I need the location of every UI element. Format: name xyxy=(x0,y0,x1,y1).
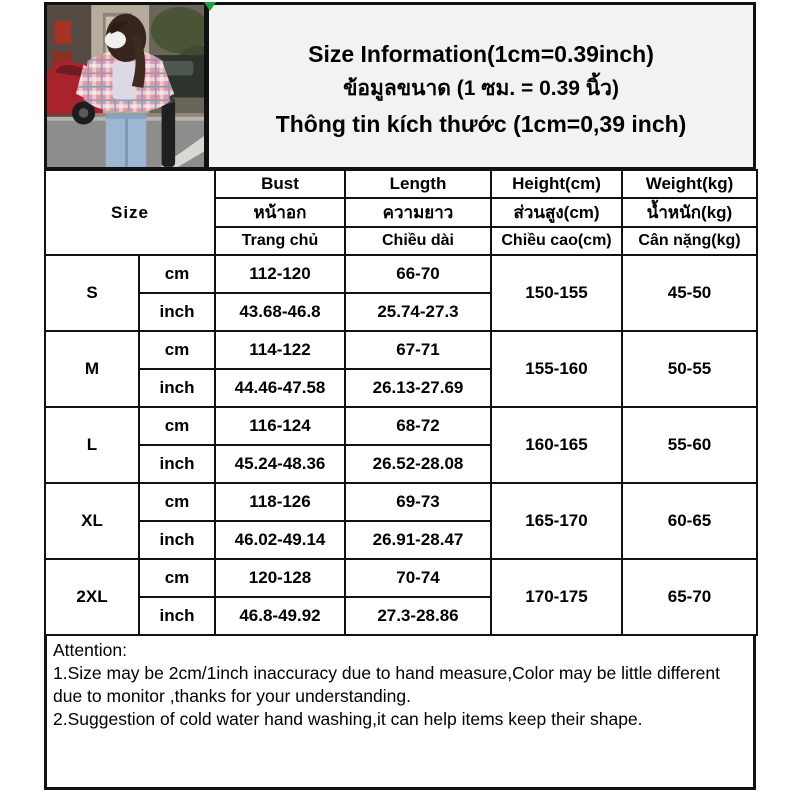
table-row-l-cm xyxy=(45,407,757,445)
title-vietnamese: Thông tin kích thước (1cm=0,39 inch) xyxy=(275,111,687,137)
title-thai: ข้อมูลขนาด (1 ซม. = 0.39 นิ้ว) xyxy=(343,77,619,100)
product-photo xyxy=(44,2,207,170)
attention-note-2: 2.Suggestion of cold water hand washing,it can help items keep their shape. xyxy=(53,709,643,729)
weight-m: 50-55 xyxy=(622,331,757,407)
col-header-height-th: ส่วนสูง(cm) xyxy=(491,198,622,227)
length-cm-m: 67-71 xyxy=(345,331,491,369)
street-photo-illustration xyxy=(47,5,204,167)
col-header-bust-vi: Trang chủ xyxy=(215,227,345,255)
title-english: Size Information(1cm=0.39inch) xyxy=(308,41,654,67)
weight-s: 45-50 xyxy=(622,255,757,331)
length-cm-l: 68-72 xyxy=(345,407,491,445)
col-header-bust-en: Bust xyxy=(215,170,345,198)
length-inch-m: 26.13-27.69 xyxy=(345,369,491,407)
col-header-weight-en: Weight(kg) xyxy=(622,170,757,198)
length-inch-l: 26.52-28.08 xyxy=(345,445,491,483)
col-header-bust-th: หน้าอก xyxy=(215,198,345,227)
weight-l: 55-60 xyxy=(622,407,757,483)
bust-cm-s: 112-120 xyxy=(215,255,345,293)
size-label-m: M xyxy=(45,331,139,407)
length-inch-2xl: 27.3-28.86 xyxy=(345,597,491,635)
attention-heading: Attention: xyxy=(53,640,127,660)
size-label-xl: XL xyxy=(45,483,139,559)
attention-note-1: 1.Size may be 2cm/1inch inaccuracy due to hand measure,Color may be little different due to monitor ,thanks for your understanding. xyxy=(53,663,720,706)
length-cm-s: 66-70 xyxy=(345,255,491,293)
unit-label-cm: cm xyxy=(139,483,215,521)
size-table xyxy=(44,169,758,636)
length-inch-s: 25.74-27.3 xyxy=(345,293,491,331)
table-row-m-cm xyxy=(45,331,757,369)
size-information-title-box xyxy=(207,2,756,170)
height-2xl: 170-175 xyxy=(491,559,622,635)
length-cm-xl: 69-73 xyxy=(345,483,491,521)
bust-inch-2xl: 46.8-49.92 xyxy=(215,597,345,635)
bust-inch-s: 43.68-46.8 xyxy=(215,293,345,331)
bust-cm-l: 116-124 xyxy=(215,407,345,445)
size-header-cell: Size xyxy=(45,170,215,255)
weight-xl: 60-65 xyxy=(622,483,757,559)
col-header-height-en: Height(cm) xyxy=(491,170,622,198)
col-header-length-en: Length xyxy=(345,170,491,198)
bust-inch-xl: 46.02-49.14 xyxy=(215,521,345,559)
unit-label-cm: cm xyxy=(139,559,215,597)
length-inch-xl: 26.91-28.47 xyxy=(345,521,491,559)
col-header-length-th: ความยาว xyxy=(345,198,491,227)
size-label-s: S xyxy=(45,255,139,331)
bust-inch-m: 44.46-47.58 xyxy=(215,369,345,407)
unit-label-inch: inch xyxy=(139,369,215,407)
bust-cm-m: 114-122 xyxy=(215,331,345,369)
table-row-s-cm xyxy=(45,255,757,293)
unit-label-inch: inch xyxy=(139,597,215,635)
weight-2xl: 65-70 xyxy=(622,559,757,635)
size-label-l: L xyxy=(45,407,139,483)
top-section xyxy=(44,2,756,170)
size-chart-sheet xyxy=(44,2,756,790)
bust-cm-xl: 118-126 xyxy=(215,483,345,521)
size-label-2xl: 2XL xyxy=(45,559,139,635)
col-header-height-vi: Chiều cao(cm) xyxy=(491,227,622,255)
col-header-weight-th: น้ำหนัก(kg) xyxy=(622,198,757,227)
unit-label-inch: inch xyxy=(139,293,215,331)
bust-inch-l: 45.24-48.36 xyxy=(215,445,345,483)
green-corner-marker-icon xyxy=(204,2,216,11)
attention-notes xyxy=(44,636,756,790)
height-xl: 165-170 xyxy=(491,483,622,559)
height-s: 150-155 xyxy=(491,255,622,331)
header-row-english xyxy=(45,170,757,198)
table-row-xl-cm xyxy=(45,483,757,521)
unit-label-cm: cm xyxy=(139,255,215,293)
col-header-length-vi: Chiều dài xyxy=(345,227,491,255)
unit-label-cm: cm xyxy=(139,331,215,369)
bust-cm-2xl: 120-128 xyxy=(215,559,345,597)
unit-label-inch: inch xyxy=(139,521,215,559)
height-l: 160-165 xyxy=(491,407,622,483)
height-m: 155-160 xyxy=(491,331,622,407)
unit-label-cm: cm xyxy=(139,407,215,445)
table-row-2xl-cm xyxy=(45,559,757,597)
length-cm-2xl: 70-74 xyxy=(345,559,491,597)
unit-label-inch: inch xyxy=(139,445,215,483)
col-header-weight-vi: Cân nặng(kg) xyxy=(622,227,757,255)
